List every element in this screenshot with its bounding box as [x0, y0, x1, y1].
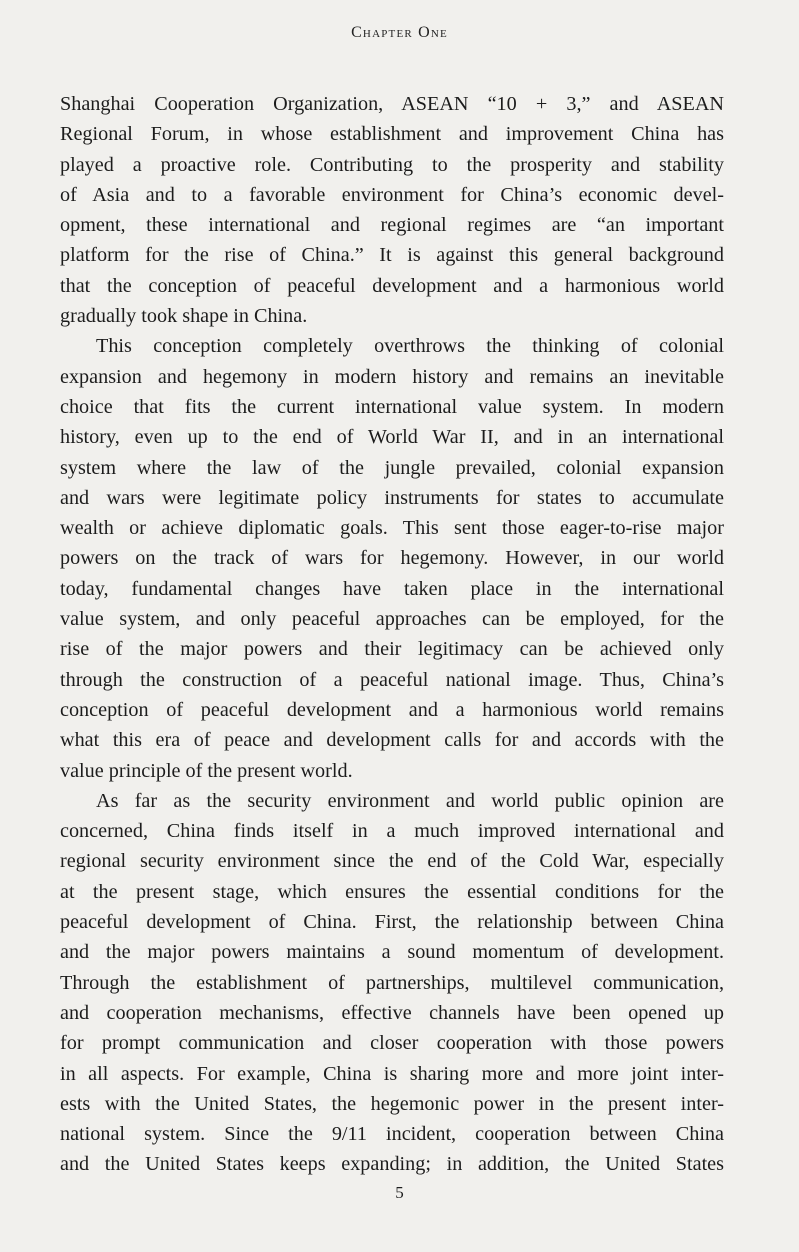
text-line: of Asia and to a favorable environment for China’s economic devel- — [60, 183, 724, 206]
text-line: expansion and hegemony in modern history and remains an inevitable — [60, 365, 724, 388]
text-line: in all aspects. For example, China is sharing more and more joint inter- — [60, 1062, 724, 1085]
text-line: regional security environment since the end of the Cold War, especially — [60, 850, 724, 873]
text-line: ests with the United States, the hegemonic power in the present inter- — [60, 1092, 724, 1115]
text-line: history, even up to the end of World War II, and in an international — [60, 426, 724, 449]
text-line: gradually took shape in China. — [60, 305, 308, 328]
text-line: wealth or achieve diplomatic goals. This sent those eager-to-rise major — [60, 517, 724, 540]
text-line: As far as the security environment and world public opinion are — [96, 789, 724, 812]
text-line: conception of peaceful development and a harmonious world remains — [60, 698, 724, 721]
paragraph — [60, 89, 724, 331]
text-line: that the conception of peaceful development and a harmonious world — [60, 274, 724, 297]
body-text — [60, 89, 724, 1180]
text-line: peaceful development of China. First, the relationship between China — [60, 911, 724, 934]
text-line: concerned, China finds itself in a much improved international and — [60, 820, 724, 843]
text-line: at the present stage, which ensures the essential conditions for the — [60, 880, 724, 903]
text-line: Shanghai Cooperation Organization, ASEAN “10 + 3,” and ASEAN — [60, 93, 724, 115]
text-line: opment, these international and regional regimes are “an important — [60, 214, 724, 237]
text-line: for prompt communication and closer cooperation with those powers — [60, 1032, 724, 1055]
text-line: and the United States keeps expanding; in addition, the United States — [60, 1153, 724, 1176]
running-head: Chapter One — [351, 24, 448, 41]
text-line: national system. Since the 9/11 incident, cooperation between China — [60, 1123, 724, 1146]
text-line: rise of the major powers and their legitimacy can be achieved only — [60, 638, 724, 661]
text-line: and the major powers maintains a sound momentum of development. — [60, 941, 724, 964]
text-line: platform for the rise of China.” It is against this general background — [60, 244, 724, 267]
text-line: value system, and only peaceful approaches can be employed, for the — [60, 608, 724, 631]
text-line: powers on the track of wars for hegemony. However, in our world — [60, 547, 724, 570]
text-line: choice that fits the current international value system. In modern — [60, 395, 724, 418]
text-line: system where the law of the jungle prevailed, colonial expansion — [60, 456, 724, 479]
text-line: through the construction of a peaceful national image. Thus, China’s — [60, 668, 724, 691]
text-line: This conception completely overthrows the thinking of colonial — [96, 335, 724, 358]
text-line: value principle of the present world. — [60, 759, 353, 782]
text-line: Through the establishment of partnerships, multilevel communication, — [60, 971, 724, 994]
text-line: and cooperation mechanisms, effective channels have been opened up — [60, 1001, 724, 1024]
text-line: what this era of peace and development calls for and accords with the — [60, 729, 724, 752]
paragraph — [60, 786, 724, 1180]
text-line: played a proactive role. Contributing to the prosperity and stability — [60, 153, 724, 176]
page-number: 5 — [395, 1183, 404, 1202]
text-line: and wars were legitimate policy instruments for states to accumulate — [60, 486, 724, 509]
paragraph — [60, 331, 724, 785]
text-line: today, fundamental changes have taken place in the international — [60, 577, 724, 600]
text-line: Regional Forum, in whose establishment and improvement China has — [60, 123, 724, 146]
